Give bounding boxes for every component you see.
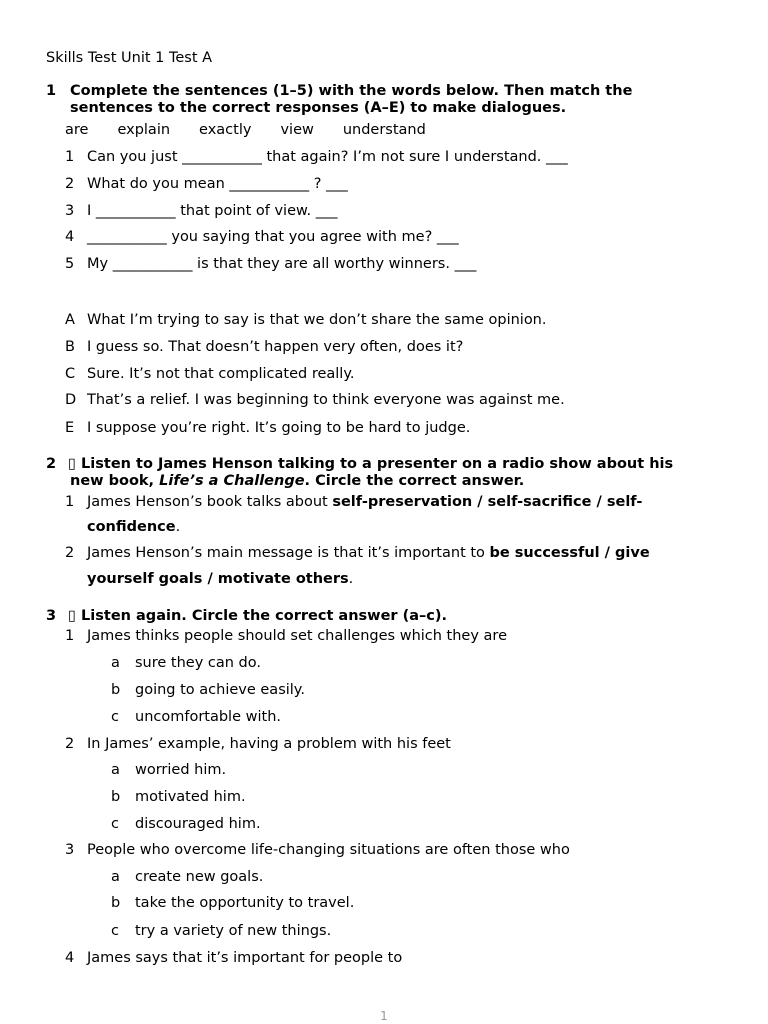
response-text: What I’m trying to say is that we don’t share the same opinion.	[87, 312, 547, 328]
question-2-number: 2	[46, 456, 57, 472]
sentence-number: 1	[65, 149, 75, 165]
instruction-line	[68, 456, 673, 473]
q2-item-2-continued	[87, 571, 353, 587]
option-text: worried him.	[135, 762, 227, 778]
item-text: In James’ example, having a problem with his feet	[87, 736, 451, 752]
sentence-number: 3	[65, 203, 75, 219]
response-d	[65, 392, 565, 408]
instruction-line: Complete the sentences (1–5) with the words below. Then match the	[70, 83, 633, 99]
question-2-instruction	[68, 456, 673, 490]
q3-item-2-option-b	[111, 789, 246, 805]
option-letter: c	[111, 709, 119, 725]
item-number: 1	[65, 494, 75, 510]
answer-options: confidence	[87, 519, 176, 535]
response-letter: C	[65, 366, 76, 382]
q3-item-1-option-b	[111, 682, 305, 698]
option-letter: c	[111, 923, 119, 939]
response-letter: D	[65, 392, 77, 408]
option-letter: b	[111, 682, 121, 698]
sentence-number: 5	[65, 256, 75, 272]
word-bank-item: explain	[117, 122, 171, 138]
question-3-instruction	[68, 608, 447, 625]
item-text: James Henson’s main message is that it’s important to	[87, 545, 490, 561]
answer-options: yourself goals / motivate others	[87, 571, 349, 587]
sentence-text: What do you mean ___________ ? ___	[87, 176, 348, 192]
item-number: 4	[65, 950, 75, 966]
option-text: motivated him.	[135, 789, 246, 805]
response-text: I guess so. That doesn’t happen very often, does it?	[87, 339, 464, 355]
q3-item-3-option-c	[111, 923, 331, 939]
q3-item-4	[65, 950, 402, 966]
instruction-text: Listen to James Henson talking to a presenter on a radio show about his	[81, 456, 674, 472]
q2-item-1-continued	[87, 519, 180, 535]
option-text: uncomfortable with.	[135, 709, 281, 725]
answer-options: self-preservation / self-sacrifice / self-	[332, 494, 643, 510]
word-bank	[65, 122, 455, 138]
response-a	[65, 312, 546, 328]
option-letter: a	[111, 869, 120, 885]
audio-icon: ▯	[68, 608, 76, 624]
q3-item-1	[65, 628, 507, 644]
response-letter: A	[65, 312, 75, 328]
page-number: 1	[380, 1009, 388, 1023]
item-number: 2	[65, 545, 75, 561]
item-number: 1	[65, 628, 75, 644]
sentence-text: ___________ you saying that you agree with me? ___	[87, 229, 459, 245]
item-text: James says that it’s important for people to	[87, 950, 403, 966]
item-text: People who overcome life-changing situations are often those who	[87, 842, 570, 858]
option-letter: a	[111, 762, 120, 778]
option-text: take the opportunity to travel.	[135, 895, 355, 911]
item-text: .	[348, 571, 354, 587]
response-c	[65, 366, 354, 382]
sentence-5	[65, 256, 476, 272]
option-letter: b	[111, 895, 121, 911]
item-text: James thinks people should set challenges which they are	[87, 628, 507, 644]
question-1-number: 1	[46, 83, 57, 99]
response-letter: E	[65, 420, 75, 436]
q3-item-2	[65, 736, 451, 752]
response-e	[65, 420, 470, 436]
option-letter: b	[111, 789, 121, 805]
question-3-number: 3	[46, 608, 57, 624]
question-1-instruction	[70, 83, 632, 117]
instruction-text: Listen again. Circle the correct answer (a–c).	[81, 608, 447, 624]
response-text: That’s a relief. I was beginning to think everyone was against me.	[87, 392, 565, 408]
q2-item-1	[65, 494, 642, 510]
q3-item-1-option-c	[111, 709, 281, 725]
response-letter: B	[65, 339, 75, 355]
response-text: Sure. It’s not that complicated really.	[87, 366, 355, 382]
q3-item-3-option-a	[111, 869, 263, 885]
sentence-3	[65, 203, 338, 219]
item-text: .	[175, 519, 181, 535]
option-text: going to achieve easily.	[135, 682, 305, 698]
sentence-4	[65, 229, 459, 245]
q3-item-2-option-a	[111, 762, 226, 778]
item-text: James Henson’s book talks about	[87, 494, 333, 510]
instruction-text: . Circle the correct answer.	[304, 473, 525, 489]
sentence-number: 4	[65, 229, 75, 245]
word-bank-item: view	[280, 122, 314, 138]
sentence-text: Can you just ___________ that again? I’m not sure I understand. ___	[87, 149, 568, 165]
sentence-2	[65, 176, 348, 192]
option-letter: a	[111, 655, 120, 671]
sentence-text: I ___________ that point of view. ___	[87, 203, 338, 219]
q3-item-3	[65, 842, 570, 858]
response-b	[65, 339, 463, 355]
q3-item-2-option-c	[111, 816, 261, 832]
option-text: discouraged him.	[135, 816, 261, 832]
answer-options: be successful / give	[489, 545, 650, 561]
audio-icon: ▯	[68, 456, 76, 472]
option-text: try a variety of new things.	[135, 923, 332, 939]
instruction-line: sentences to the correct responses (A–E) to make dialogues.	[70, 100, 567, 116]
word-bank-item: are	[65, 122, 89, 138]
word-bank-item: exactly	[199, 122, 252, 138]
item-number: 3	[65, 842, 75, 858]
instruction-text: new book,	[70, 473, 160, 489]
sentence-number: 2	[65, 176, 75, 192]
q3-item-1-option-a	[111, 655, 261, 671]
sentence-1	[65, 149, 568, 165]
option-text: create new goals.	[135, 869, 264, 885]
book-title: Life’s a Challenge	[159, 473, 305, 489]
word-bank-item: understand	[342, 122, 426, 138]
sentence-text: My ___________ is that they are all worthy winners. ___	[87, 256, 477, 272]
q2-item-2	[65, 545, 650, 561]
option-letter: c	[111, 816, 119, 832]
response-text: I suppose you’re right. It’s going to be hard to judge.	[87, 420, 471, 436]
q3-item-3-option-b	[111, 895, 354, 911]
item-number: 2	[65, 736, 75, 752]
instruction-line	[68, 473, 673, 490]
option-text: sure they can do.	[135, 655, 261, 671]
document-title: Skills Test Unit 1 Test A	[46, 50, 213, 66]
